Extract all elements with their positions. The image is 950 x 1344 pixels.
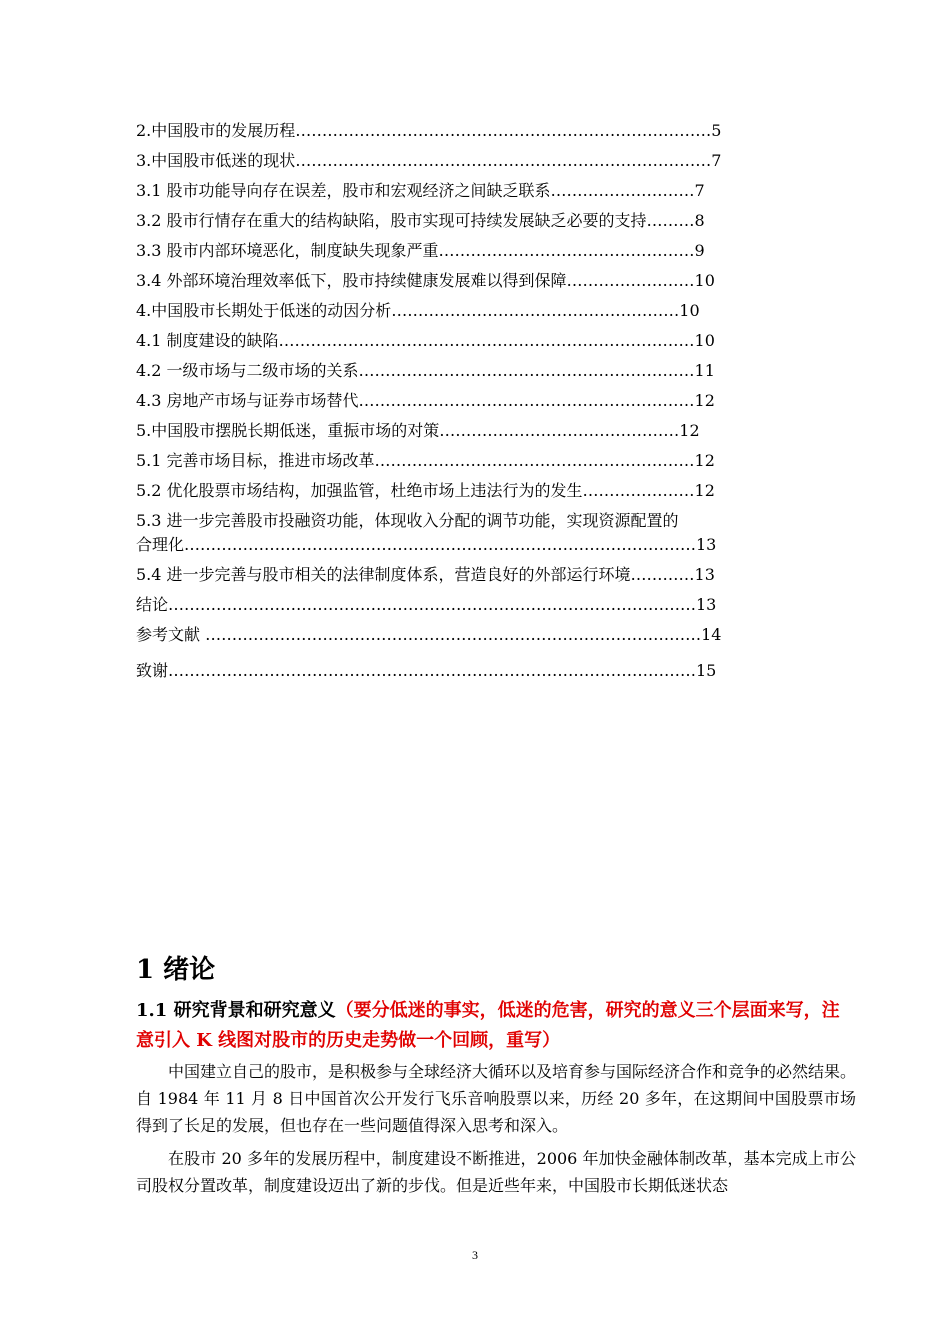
toc-entry: 结论………………………………………………………………………………………13 <box>136 596 717 614</box>
toc-entry: 致谢………………………………………………………………………………………15 <box>136 662 717 680</box>
toc-entry: 4.2 一级市场与二级市场的关系………………………………………………………11 <box>136 362 715 380</box>
toc-entry: 3.2 股市行情存在重大的结构缺陷，股市实现可持续发展缺乏必要的支持………8 <box>136 212 705 230</box>
body-paragraph: 中国建立自己的股市，是积极参与全球经济大循环以及培育参与国际经济合作和竞争的必然结果。自 1984 年 11 月 8 日中国首次公开发行飞乐音响股票以来，历经 20 多年，在这期间中国股票市场得到了长足的发展，但也存在一些问题值得深入思考和深入。 <box>136 1062 857 1135</box>
toc-entry: 5.中国股市摆脱长期低迷，重振市场的对策………………………………………12 <box>136 422 700 440</box>
toc-entry: 3.1 股市功能导向存在误差，股市和宏观经济之间缺乏联系………………………7 <box>136 182 705 200</box>
body-paragraph: 在股市 20 多年的发展历程中，制度建设不断推进，2006 年加快金融体制改革，基本完成上市公司股权分置改革，制度建设迈出了新的步伐。但是近些年来，中国股市长期低迷状态 <box>136 1149 856 1195</box>
section-heading <box>136 996 856 1056</box>
editor-note: （要分低迷的事实，低迷的危害，研究的意义三个层面来写，注意引入 K 线图对股市的历史走势做一个回顾，重写） <box>136 1000 840 1051</box>
toc-entry: 3.中国股市低迷的现状……………………………………………………………………7 <box>136 152 722 170</box>
toc-entry: 3.3 股市内部环境恶化，制度缺失现象严重…………………………………………9 <box>136 242 705 260</box>
toc-entry: 2.中国股市的发展历程……………………………………………………………………5 <box>136 122 722 140</box>
chapter-heading: 1 绪论 <box>136 955 216 985</box>
toc-entry: 4.3 房地产市场与证券市场替代………………………………………………………12 <box>136 392 715 410</box>
toc-entry: 5.3 进一步完善股市投融资功能，体现收入分配的调节功能，实现资源配置的 <box>136 512 679 530</box>
toc-entry: 参考文献 …………………………………………………………………………………14 <box>136 626 722 644</box>
section-title: 1.1 研究背景和研究意义 <box>136 1000 336 1021</box>
toc-entry: 4.中国股市长期处于低迷的动因分析………………………………………………10 <box>136 302 700 320</box>
toc-entry: 5.4 进一步完善与股市相关的法律制度体系，营造良好的外部运行环境…………13 <box>136 566 715 584</box>
toc-entry: 5.2 优化股票市场结构，加强监管，杜绝市场上违法行为的发生…………………12 <box>136 482 715 500</box>
chapter-body <box>136 950 856 1205</box>
table-of-contents <box>136 122 836 692</box>
page-number: 3 <box>472 1248 478 1262</box>
toc-entry: 3.4 外部环境治理效率低下，股市持续健康发展难以得到保障……………………10 <box>136 272 715 290</box>
toc-entry: 合理化……………………………………………………………………………………13 <box>136 536 717 554</box>
toc-entry: 4.1 制度建设的缺陷……………………………………………………………………10 <box>136 332 715 350</box>
toc-entry: 5.1 完善市场目标，推进市场改革……………………………………………………12 <box>136 452 715 470</box>
